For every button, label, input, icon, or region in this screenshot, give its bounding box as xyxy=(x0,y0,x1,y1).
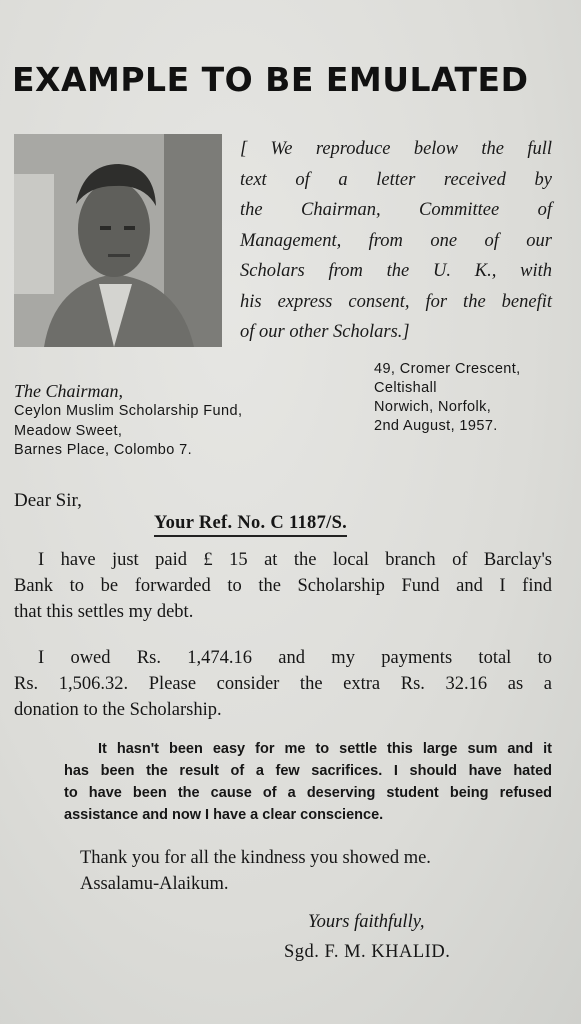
portrait-photo xyxy=(14,134,222,347)
intro-line: text of a letter received by xyxy=(240,169,552,190)
headline: EXAMPLE TO BE EMULATED xyxy=(12,60,529,99)
letter-date: 2nd August, 1957. xyxy=(374,418,498,434)
paragraph-line: I owed Rs. 1,474.16 and my payments total to xyxy=(38,648,552,668)
salutation: Dear Sir, xyxy=(14,490,82,511)
paragraph-line: to have been the cause of a deserving student being refused xyxy=(64,785,552,801)
recipient-line: Ceylon Muslim Scholarship Fund, xyxy=(14,403,243,419)
closing-line: Thank you for all the kindness you showed me. xyxy=(80,848,431,868)
closing-line: Assalamu-Alaikum. xyxy=(80,874,229,894)
signature: Sgd. F. M. KHALID. xyxy=(284,942,451,962)
paragraph-line: has been the result of a few sacrifices. I should have hated xyxy=(64,763,552,779)
sender-address-line: 49, Cromer Crescent, xyxy=(374,361,521,377)
intro-note xyxy=(240,134,552,348)
sender-address xyxy=(374,360,574,436)
paragraph-line: I have just paid £ 15 at the local branch of Barclay's xyxy=(38,550,552,570)
intro-line: of our other Scholars.] xyxy=(240,322,410,342)
recipient-title: The Chairman, xyxy=(14,381,124,401)
paragraph-line: assistance and now I have a clear conscience. xyxy=(64,807,384,823)
recipient-address xyxy=(14,380,354,461)
intro-line: Management, from one of our xyxy=(240,230,552,251)
reference-number: Your Ref. No. C 1187/S. xyxy=(154,513,347,537)
recipient-line: Barnes Place, Colombo 7. xyxy=(14,442,193,458)
intro-line: Scholars from the U. K., with xyxy=(240,261,552,281)
portrait-icon xyxy=(14,134,222,347)
sender-address-line: Norwich, Norfolk, xyxy=(374,399,492,415)
intro-line: the Chairman, Committee of xyxy=(240,200,552,220)
signoff: Yours faithfully, xyxy=(308,912,425,932)
paragraph-sacrifice xyxy=(64,738,552,826)
paragraph-balance xyxy=(14,645,552,723)
paragraph-payment xyxy=(14,547,552,625)
closing-lines xyxy=(80,845,540,897)
intro-line: [ We reproduce below the full xyxy=(240,139,552,159)
intro-line: his express consent, for the benefit xyxy=(240,291,552,312)
paragraph-line: It hasn't been easy for me to settle this large sum and it xyxy=(98,741,552,757)
paragraph-line: Bank to be forwarded to the Scholarship Fund and I find xyxy=(14,576,552,596)
paragraph-line: Rs. 1,506.32. Please consider the extra Rs. 32.16 as a xyxy=(14,674,552,694)
recipient-line: Meadow Sweet, xyxy=(14,422,123,439)
sender-address-line: Celtishall xyxy=(374,380,437,396)
paragraph-line: donation to the Scholarship. xyxy=(14,700,222,720)
paragraph-line: that this settles my debt. xyxy=(14,602,194,622)
